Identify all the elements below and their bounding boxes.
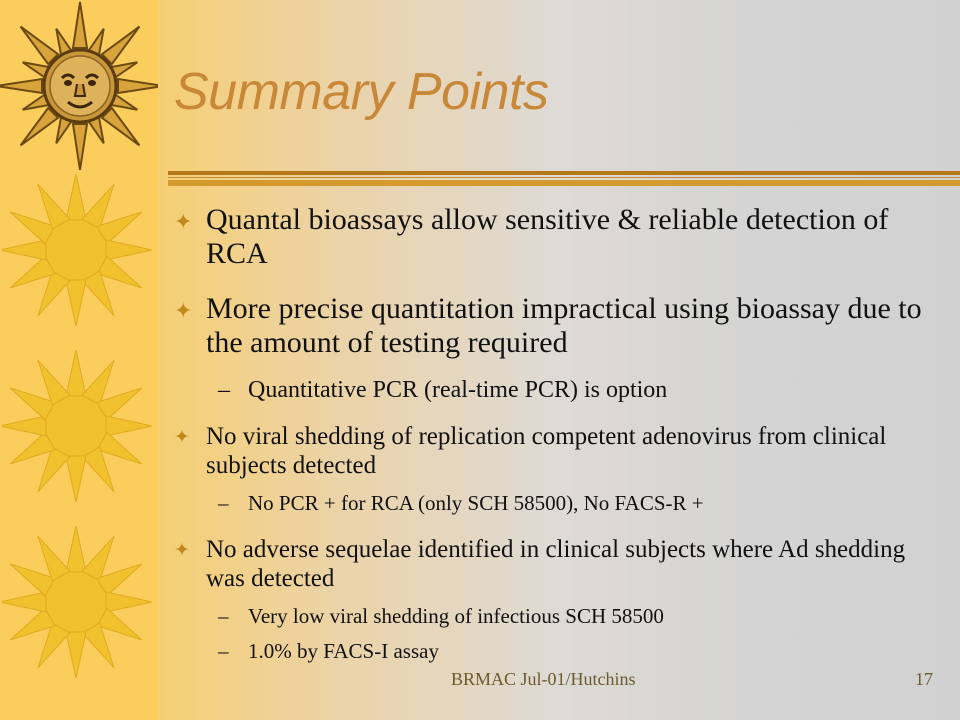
sub-bullet-item bbox=[218, 604, 664, 629]
bullet-text: More precise quantitation impractical using bioassay due to the amount of testing required bbox=[206, 292, 922, 359]
star-bullet-icon: ✦ bbox=[174, 427, 190, 448]
sub-bullet-item bbox=[218, 491, 704, 516]
bullet-text: No viral shedding of replication competent adenovirus from clinical subjects detected bbox=[206, 423, 887, 479]
dash-bullet-icon: – bbox=[218, 639, 229, 663]
sub-bullet-text: 1.0% by FACS-I assay bbox=[248, 639, 439, 663]
star-bullet-icon: ✦ bbox=[174, 540, 190, 561]
bullet-text: No adverse sequelae identified in clinical subjects where Ad shedding was detected bbox=[206, 536, 906, 592]
star-bullet-icon: ✦ bbox=[174, 298, 193, 323]
sub-bullet-item bbox=[218, 377, 667, 404]
dash-bullet-icon: – bbox=[218, 377, 230, 403]
slide-number: 17 bbox=[915, 669, 933, 689]
sub-bullet-text: No PCR + for RCA (only SCH 58500), No FACS-R + bbox=[248, 491, 704, 515]
star-bullet-icon: ✦ bbox=[174, 209, 193, 234]
sub-bullet-item bbox=[218, 639, 439, 664]
bullet-text: Quantal bioassays allow sensitive & reliable detection of RCA bbox=[206, 203, 889, 270]
sub-bullet-text: Quantitative PCR (real-time PCR) is option bbox=[248, 377, 668, 403]
footer-text: BRMAC Jul-01/Hutchins bbox=[451, 669, 636, 689]
sub-bullet-text: Very low viral shedding of infectious SCH 58500 bbox=[248, 604, 664, 628]
dash-bullet-icon: – bbox=[218, 491, 229, 515]
dash-bullet-icon: – bbox=[218, 604, 229, 628]
slide-title: Summary Points bbox=[174, 63, 549, 121]
